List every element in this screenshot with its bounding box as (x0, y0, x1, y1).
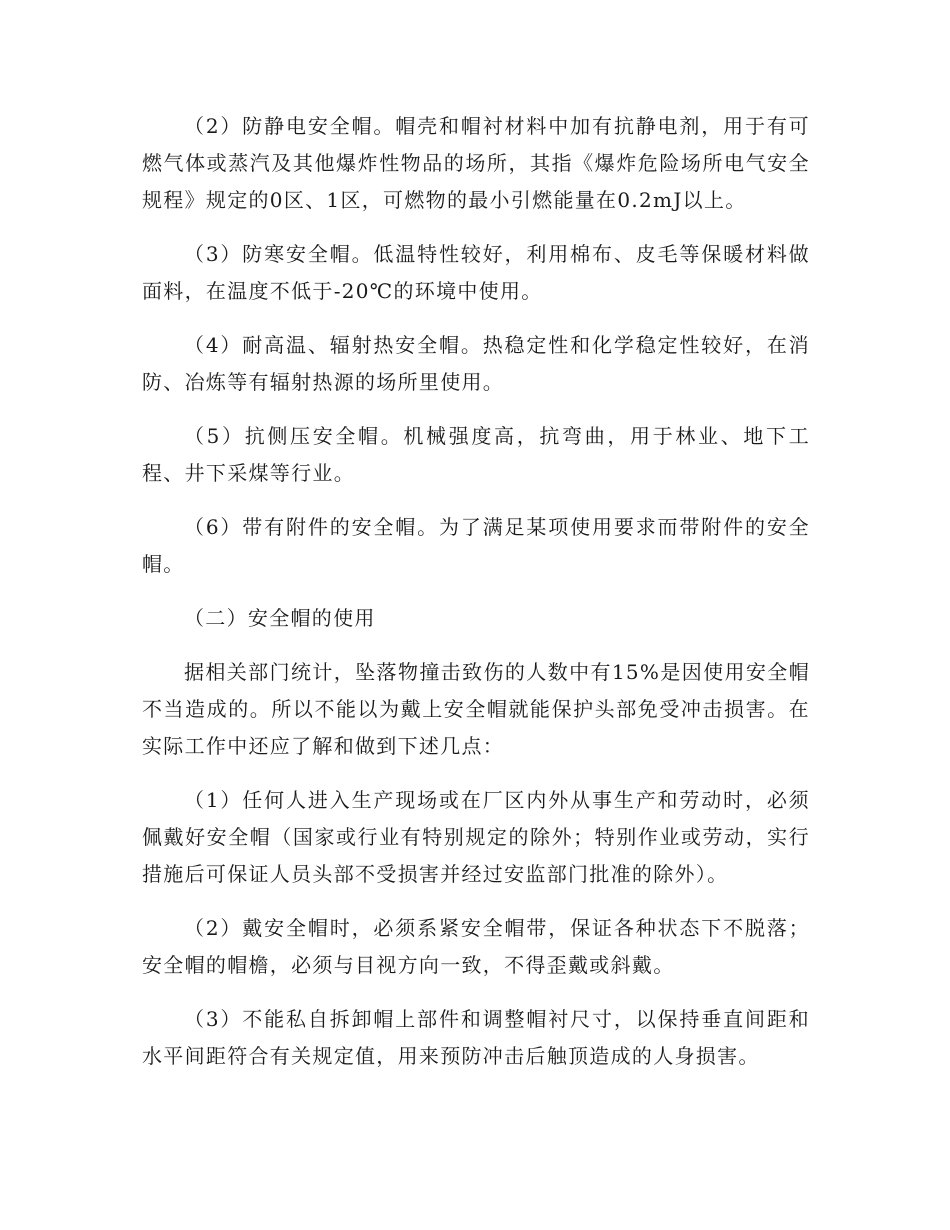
paragraph-helmet-with-attachments: （6）带有附件的安全帽。为了满足某项使用要求而带附件的安全帽。 (142, 515, 810, 576)
paragraph-usage-rule-2: （2）戴安全帽时，必须系紧安全帽带，保证各种状态下不脱落；安全帽的帽檐，必须与目视方向一致，不得歪戴或斜戴。 (142, 916, 810, 977)
paragraph-cold-protection-helmet: （3）防寒安全帽。低温特性较好，利用棉布、皮毛等保暖材料做面料，在温度不低于-20℃的环境中使用。 (142, 242, 810, 303)
paragraph-usage-rule-3: （3）不能私自拆卸帽上部件和调整帽衬尺寸，以保持垂直间距和水平间距符合有关规定值，用来预防冲击后触顶造成的人身损害。 (142, 1007, 810, 1068)
paragraph-usage-rule-1: （1）任何人进入生产现场或在厂区内外从事生产和劳动时，必须佩戴好安全帽（国家或行业有特别规定的除外；特别作业或劳动，实行措施后可保证人员头部不受损害并经过安监部门批准的除外）。 (142, 788, 810, 886)
paragraph-side-pressure-helmet: （5）抗侧压安全帽。机械强度高，抗弯曲，用于林业、地下工程、井下采煤等行业。 (142, 424, 810, 485)
paragraph-usage-statistics: 据相关部门统计，坠落物撞击致伤的人数中有15%是因使用安全帽不当造成的。所以不能以为戴上安全帽就能保护头部免受冲击损害。在实际工作中还应了解和做到下述几点： (142, 660, 810, 758)
paragraph-antistatic-helmet: （2）防静电安全帽。帽壳和帽衬材料中加有抗静电剂，用于有可燃气体或蒸汽及其他爆炸性物品的场所，其指《爆炸危险场所电气安全规程》规定的0区、1区，可燃物的最小引燃能量在0.2mJ以上。 (142, 114, 810, 212)
section-heading-helmet-usage: （二）安全帽的使用 (184, 606, 376, 630)
paragraph-heat-resistant-helmet: （4）耐高温、辐射热安全帽。热稳定性和化学稳定性较好，在消防、冶炼等有辐射热源的场所里使用。 (142, 333, 810, 394)
document-body (142, 108, 810, 1092)
